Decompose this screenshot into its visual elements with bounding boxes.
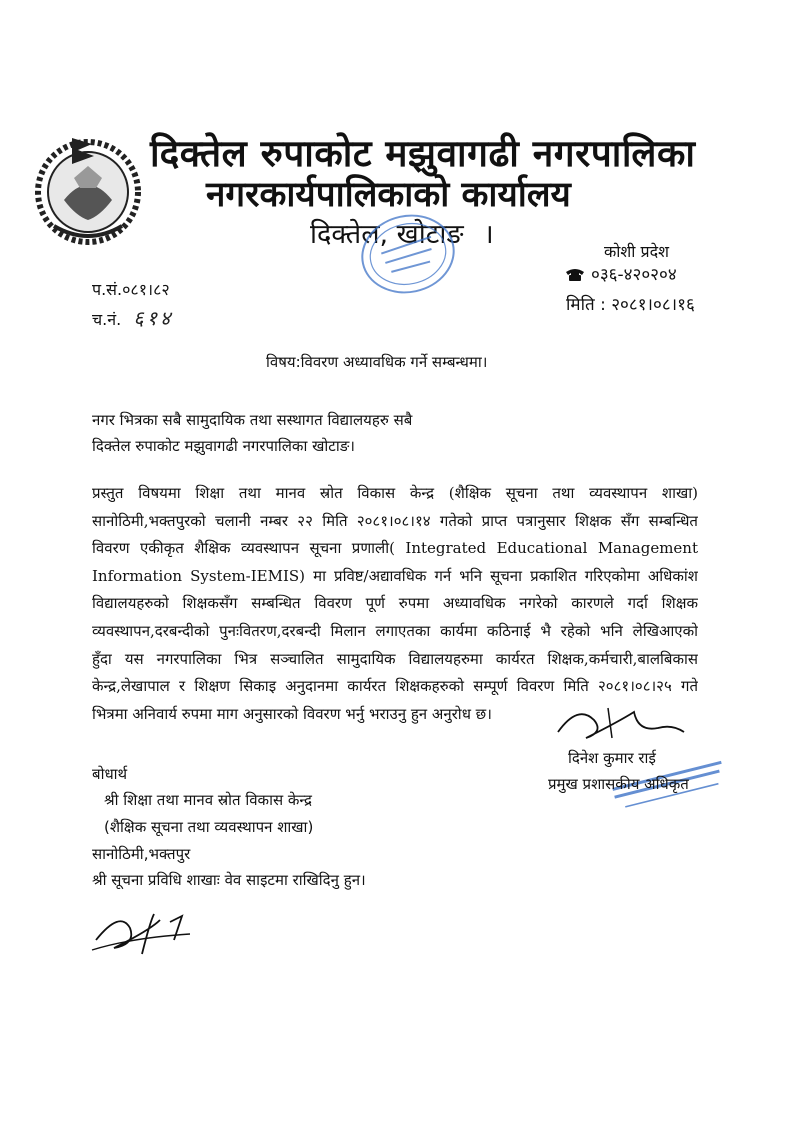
telephone-icon: [565, 268, 585, 282]
body-line: विद्यालयहरुको शिक्षकसँग सम्बन्धित विवरण पूर्ण रुपमा अध्यावधिक नगरेको कारणले गर्दा शिक्षक: [92, 594, 698, 613]
body-line: केन्द्र,लेखापाल र शिक्षण सिकाइ अनुदानमा कार्यरत शिक्षकहरुको सम्पूर्ण विवरण मिति २०८१।०८।२५ गते: [92, 677, 698, 696]
phone-number-text: ०३६-४२०२०४: [591, 265, 677, 285]
office-subheading: नगरकार्यपालिकाको कार्यालय: [206, 175, 571, 215]
body-line: प्रस्तुत विषयमा शिक्षा तथा मानव स्रोत विकास केन्द्र (शैक्षिक सूचना तथा व्यवस्थापन शाखा): [92, 484, 698, 502]
province-label: कोशी प्रदेश: [604, 242, 670, 261]
dispatch-number-handwritten: ६१४: [133, 306, 174, 330]
body-line: व्यवस्थापन,दरबन्दीको पुनःवितरण,दरबन्दी मिलान लगाएतका कार्यमा कठिनाई भै रहेको भनि लेखिआएको: [92, 621, 698, 640]
municipality-emblem: [34, 130, 142, 248]
cc-line: श्री सूचना प्रविधि शाखाः वेव साइटमा राखिदिनु हुन।: [92, 871, 366, 889]
letter-body: [92, 480, 698, 728]
addressee-line-1: नगर भित्रका सबै सामुदायिक तथा सस्थागत विद्यालयहरु सबै: [92, 411, 413, 429]
body-line: भित्रमा अनिवार्य रुपमा माग अनुसारको विवरण भर्नु भराउनु हुन अनुरोध छ।: [92, 704, 492, 723]
phone-number: [565, 262, 677, 285]
body-line: Information System-IEMIS) मा प्रविष्ट/अद्यावधिक गर्न भनि सूचना प्रकाशित गरिएकोमा अधिकांश: [92, 566, 698, 585]
cc-heading: बोधार्थ: [92, 765, 128, 783]
letter-subject: विषय:विवरण अध्यावधिक गर्ने सम्बन्धमा।: [266, 353, 488, 371]
office-location-text: दिक्तेल, खोटाङ: [310, 219, 464, 250]
addressee-line-2: दिक्तेल रुपाकोट मझुवागढी नगरपालिका खोटाङ।: [92, 437, 355, 455]
cc-line: सानोठिमी,भक्तपुर: [92, 845, 191, 863]
signatory-title: प्रमुख प्रशासकीय अधिकृत: [548, 775, 689, 793]
dispatch-number: [92, 304, 173, 331]
cc-line: (शैक्षिक सूचना तथा व्यवस्थापन शाखा): [104, 818, 314, 836]
office-seal-stamp: [354, 208, 462, 300]
office-name-heading: दिक्तेल रुपाकोट मझुवागढी नगरपालिका: [150, 132, 696, 175]
signatory-name: दिनेश कुमार राई: [568, 749, 656, 767]
body-line: सानोठिमी,भक्तपुरको चलानी नम्बर २२ मिति २०८१।०८।१४ गतेको प्राप्त पत्रानुसार शिक्षक सँग सम्बन्धित: [92, 511, 698, 530]
letter-reference-number: प.सं.०८१।८२: [92, 280, 170, 299]
cc-line: श्री शिक्षा तथा मानव स्रोत विकास केन्द्र: [104, 791, 312, 809]
dispatch-label: च.नं.: [92, 310, 122, 329]
body-line: हुँदा यस नगरपालिका भित्र सञ्चालित सामुदायिक विद्यालयहरुमा कार्यरत शिक्षक,कर्मचारी,बालबिकास: [92, 649, 698, 668]
letter-date: मिति : २०८१।०८।१६: [566, 295, 695, 315]
office-location-mark: ।: [483, 219, 494, 250]
handwritten-initials: [90, 900, 210, 960]
body-line: विवरण एकीकृत शैक्षिक व्यवस्थापन सूचना प्रणाली( Integrated Educational Management: [92, 539, 698, 558]
